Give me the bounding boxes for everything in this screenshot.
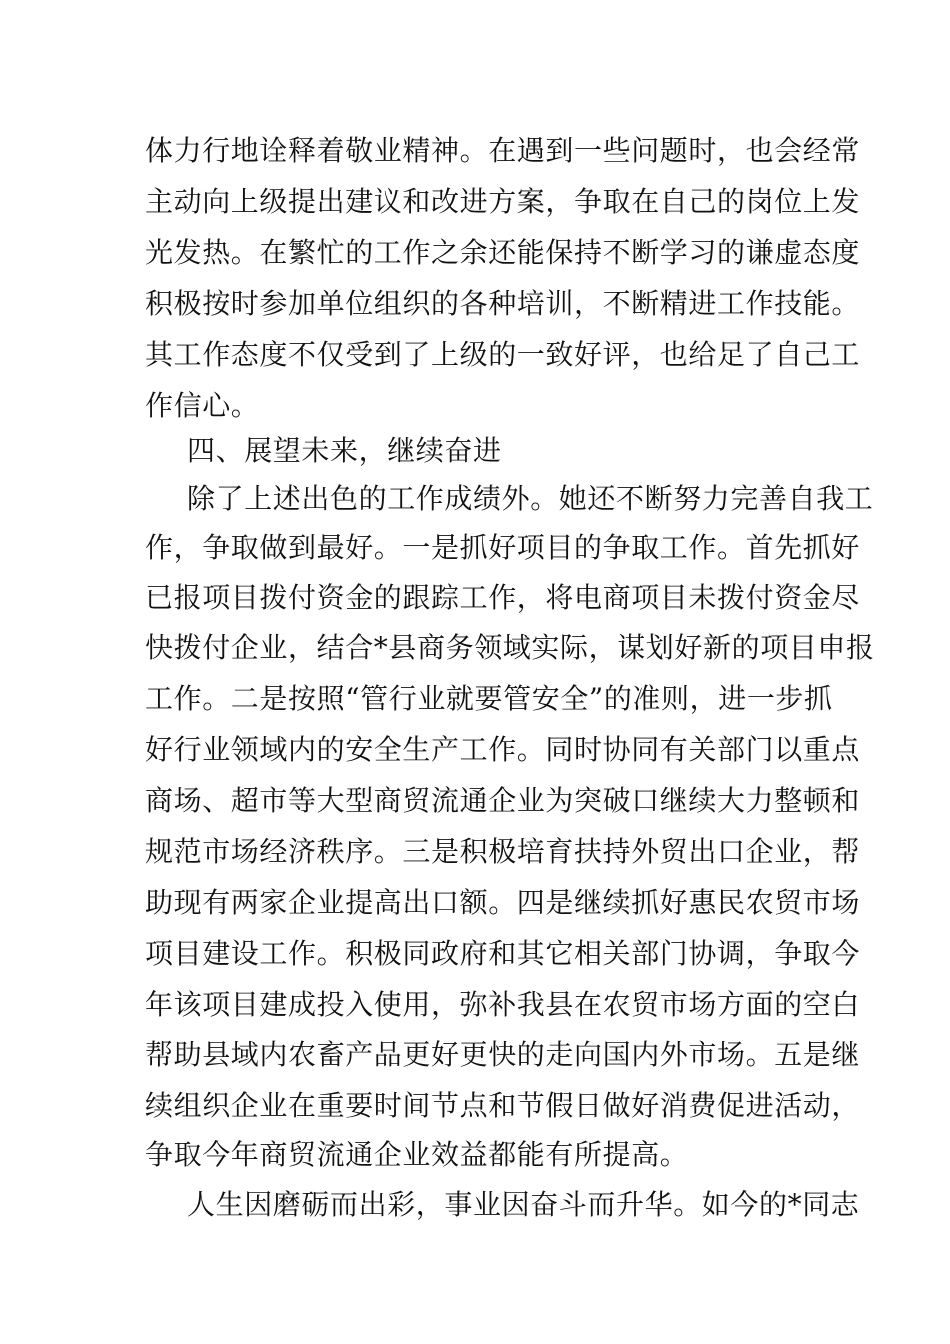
text-line: 争取今年商贸流通企业效益都能有所提高。	[145, 1138, 689, 1171]
text-line: 商场、超市等大型商贸流通企业为突破口继续大力整顿和	[145, 784, 861, 817]
text-line: 帮助县域内农畜产品更好更快的走向国内外市场。五是继	[145, 1038, 861, 1071]
text-line: 作信心。	[145, 389, 260, 422]
text-line: 除了上述出色的工作成绩外。她还不断努力完善自我工	[187, 482, 874, 515]
text-line: 主动向上级提出建议和改进方案，争取在自己的岗位上发	[145, 185, 861, 218]
text-line: 项目建设工作。积极同政府和其它相关部门协调，争取今	[145, 937, 861, 970]
text-line: 光发热。在繁忙的工作之余还能保持不断学习的谦虚态度	[145, 236, 861, 269]
text-line: 其工作态度不仅受到了上级的一致好评，也给足了自己工	[145, 338, 861, 371]
text-line: 作，争取做到最好。一是抓好项目的争取工作。首先抓好	[145, 531, 861, 564]
text-line: 好行业领域内的安全生产工作。同时协同有关部门以重点	[145, 733, 861, 766]
text-line: 工作。二是按照“管行业就要管安全”的准则，进一步抓	[145, 682, 833, 715]
section-heading: 四、展望未来，继续奋进	[187, 434, 502, 467]
text-line: 助现有两家企业提高出口额。四是继续抓好惠民农贸市场	[145, 886, 861, 919]
text-line: 已报项目拨付资金的跟踪工作，将电商项目未拨付资金尽	[145, 581, 861, 614]
text-line: 年该项目建成投入使用，弥补我县在农贸市场方面的空白	[145, 988, 861, 1021]
text-line: 人生因磨砺而出彩，事业因奋斗而升华。如今的*同志	[187, 1188, 860, 1221]
text-line: 规范市场经济秩序。三是积极培育扶持外贸出口企业，帮	[145, 835, 861, 868]
text-line: 续组织企业在重要时间节点和节假日做好消费促进活动，	[145, 1089, 861, 1122]
text-line: 体力行地诠释着敬业精神。在遇到一些问题时，也会经常	[145, 134, 861, 167]
text-line: 快拨付企业，结合*县商务领域实际，谋划好新的项目申报	[145, 631, 875, 664]
text-line: 积极按时参加单位组织的各种培训，不断精进工作技能。	[145, 287, 861, 320]
